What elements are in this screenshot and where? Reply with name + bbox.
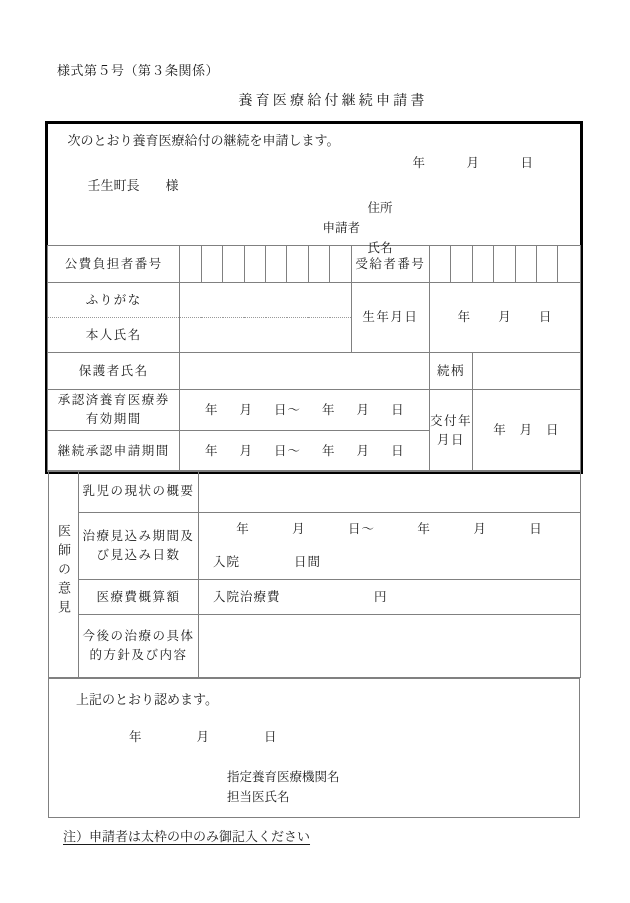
approved-from-month: 月	[239, 402, 254, 417]
certification-date-line: 年 月 日	[129, 730, 278, 744]
treat-from-year: 年	[236, 522, 250, 536]
treatment-period-row	[49, 513, 581, 580]
public-expense-cell[interactable]	[266, 246, 287, 283]
relation-value[interactable]	[472, 353, 580, 390]
intro-statement: 次のとおり養育医療給付の継続を申請します。	[67, 133, 340, 148]
continuation-to-day: 日	[391, 443, 405, 458]
public-expense-number-label: 公費負担者番号	[48, 246, 180, 283]
issue-date-label-line1: 交付年	[430, 413, 473, 428]
recipient-number-cell[interactable]	[558, 246, 581, 283]
continuation-from-month: 月	[239, 443, 254, 458]
infant-status-row	[49, 471, 581, 513]
footer-note: 注）申請者は太枠の中のみ御記入ください	[63, 829, 311, 844]
recipient-number-cell[interactable]	[537, 246, 558, 283]
recipient-number-cell[interactable]	[430, 246, 451, 283]
approved-to-year: 年	[322, 402, 336, 417]
public-expense-cell[interactable]	[244, 246, 265, 283]
intro-cell	[48, 123, 581, 255]
continuation-from-day: 日～	[274, 443, 302, 458]
approved-period-value[interactable]	[180, 390, 430, 431]
infant-status-value[interactable]	[199, 471, 581, 513]
continuation-to-month: 月	[356, 443, 371, 458]
applicant-label: 申請者	[322, 221, 361, 235]
issue-month: 月	[519, 423, 534, 438]
applicant-table	[47, 123, 581, 472]
applicant-name-label: 氏名	[367, 241, 393, 255]
plan-label-line1: 今後の治療の具体	[82, 629, 195, 644]
guardian-row	[48, 353, 581, 390]
continuation-to-year: 年	[322, 443, 336, 458]
approved-period-label-line2: 有効期間	[85, 412, 142, 426]
guardian-name-value[interactable]	[180, 353, 430, 390]
treat-from-month: 月	[292, 522, 306, 536]
recipient-number-cell[interactable]	[472, 246, 493, 283]
birth-date-value[interactable]	[430, 283, 581, 353]
doctor-opinion-vertical-label	[49, 471, 79, 678]
public-expense-cell[interactable]	[330, 246, 351, 283]
birth-day: 日	[538, 310, 553, 325]
approved-period-label-line1: 承認済養育医療券	[57, 393, 170, 408]
approved-from-year: 年	[204, 402, 219, 417]
issue-day: 日	[546, 423, 560, 438]
hospitalization-days: 入院 日間	[213, 554, 322, 569]
continuation-from-year: 年	[204, 443, 219, 458]
treat-from-day: 日～	[348, 522, 376, 536]
approved-from-day: 日～	[274, 402, 302, 417]
treatment-label-line1: 治療見込み期間及	[82, 529, 195, 544]
approved-period-row	[48, 390, 581, 431]
recipient-number-cell[interactable]	[451, 246, 472, 283]
relation-label: 続柄	[430, 353, 473, 390]
public-expense-cell[interactable]	[287, 246, 308, 283]
person-name-label: 本人氏名	[48, 318, 180, 353]
recipient-number-cell[interactable]	[494, 246, 515, 283]
public-expense-cell[interactable]	[180, 246, 201, 283]
issue-date-value[interactable]	[472, 390, 580, 472]
doctor-name-label: 担当医氏名	[227, 790, 290, 804]
issue-date-label	[430, 390, 473, 472]
certification-statement: 上記のとおり認めます。	[76, 692, 218, 707]
infant-status-label: 乳児の現状の概要	[79, 471, 199, 513]
certification-block	[48, 678, 580, 818]
treat-to-day: 日	[529, 522, 543, 536]
treatment-period-label	[79, 513, 199, 580]
guardian-name-label: 保護者氏名	[48, 353, 180, 390]
application-date-line: 年 月 日	[412, 156, 535, 170]
plan-row	[49, 615, 581, 678]
continuation-period-label: 継続承認申請期間	[48, 431, 180, 472]
plan-value[interactable]	[199, 615, 581, 678]
doctor-opinion-table	[48, 470, 581, 678]
issue-date-label-line2: 月日	[436, 432, 465, 447]
cost-unit-label: 円	[374, 590, 388, 604]
public-expense-cell[interactable]	[201, 246, 222, 283]
furigana-row	[48, 283, 581, 318]
person-name-value[interactable]	[180, 318, 351, 353]
intro-row	[48, 123, 581, 246]
numbers-row	[48, 246, 581, 283]
birth-date-label: 生年月日	[351, 283, 429, 353]
recipient-number-label: 受給者番号	[351, 246, 429, 283]
public-expense-cell[interactable]	[308, 246, 329, 283]
treatment-label-line2: び見込み日数	[96, 548, 181, 562]
address-label: 住所	[367, 201, 393, 215]
approved-to-day: 日	[391, 402, 405, 417]
public-expense-cell[interactable]	[223, 246, 244, 283]
birth-year: 年	[457, 310, 472, 325]
cost-label: 医療費概算額	[79, 580, 199, 615]
issue-year: 年	[493, 423, 507, 438]
approved-to-month: 月	[356, 402, 371, 417]
plan-label	[79, 615, 199, 678]
institution-name-label: 指定養育医療機関名	[227, 770, 340, 784]
plan-label-line2: 的方針及び内容	[89, 648, 188, 662]
cost-value[interactable]	[199, 580, 581, 615]
page-title: 養育医療給付継続申請書	[238, 94, 428, 109]
form-number: 様式第５号（第３条関係）	[57, 63, 220, 78]
doctor-opinion-vertical-text: 医師の意見	[56, 523, 71, 619]
furigana-value[interactable]	[180, 283, 351, 318]
treatment-period-value[interactable]	[199, 513, 581, 580]
cost-row	[49, 580, 581, 615]
approved-period-label	[48, 390, 180, 431]
treat-to-year: 年	[417, 522, 431, 536]
furigana-label: ふりがな	[48, 283, 180, 318]
recipient-number-cell[interactable]	[515, 246, 536, 283]
addressee-line: 壬生町長 様	[87, 178, 179, 193]
cost-item-label: 入院治療費	[213, 590, 281, 604]
continuation-period-value[interactable]	[180, 431, 430, 472]
treatment-dates	[199, 520, 580, 538]
applicant-bold-frame	[45, 121, 583, 474]
treat-to-month: 月	[473, 522, 487, 536]
doctor-opinion-block	[48, 470, 580, 678]
birth-month: 月	[498, 310, 512, 325]
